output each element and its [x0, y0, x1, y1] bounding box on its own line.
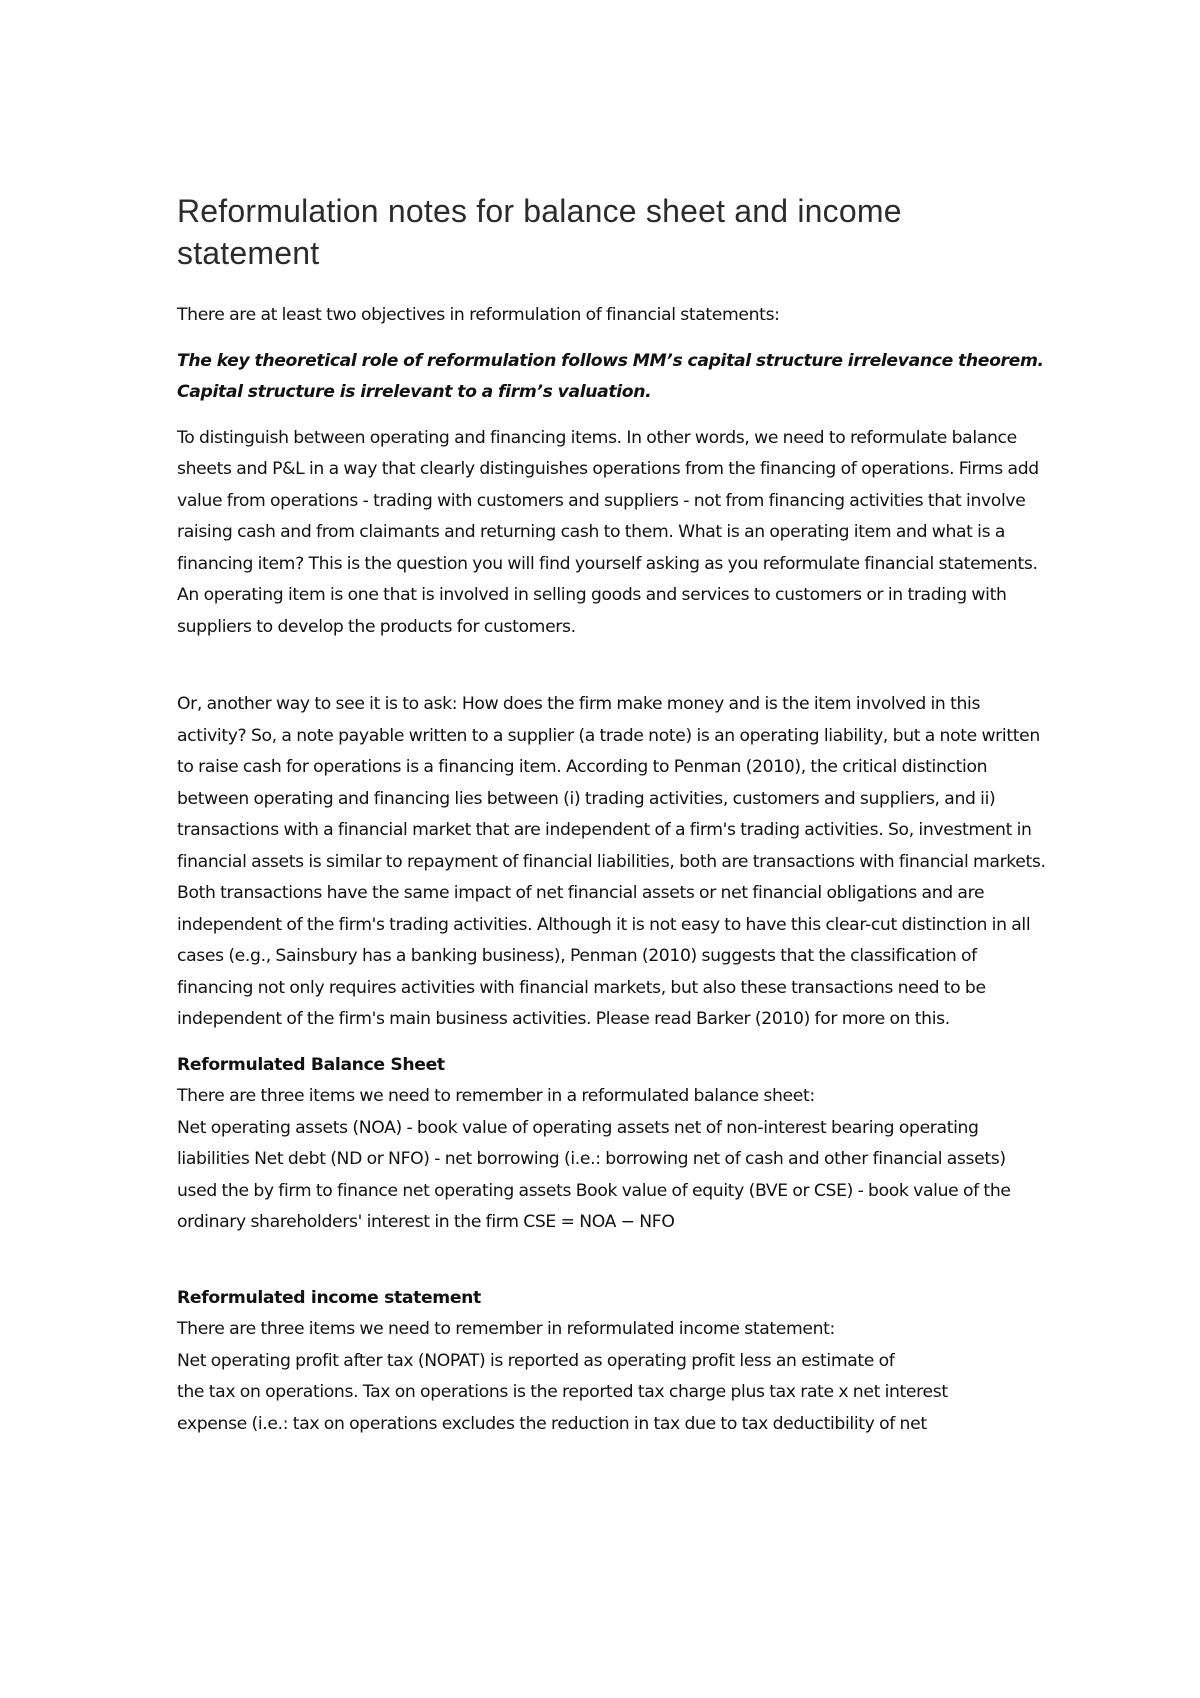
income-statement-heading: Reformulated income statement	[177, 1287, 481, 1308]
document-title: Reformulation notes for balance sheet and income statement	[177, 193, 902, 271]
document-page	[177, 190, 1047, 1440]
income-statement-line-2: the tax on operations. Tax on operations is the reported tax charge plus tax rate x net interest	[177, 1382, 948, 1402]
balance-sheet-heading: Reformulated Balance Sheet	[177, 1054, 445, 1075]
income-statement-line-1: Net operating profit after tax (NOPAT) is reported as operating profit less an estimate of	[177, 1350, 895, 1371]
balance-sheet-intro: There are three items we need to remember in a reformulated balance sheet:	[177, 1086, 815, 1106]
income-statement-intro: There are three items we need to remember in reformulated income statement:	[177, 1319, 835, 1339]
intro-paragraph: There are at least two objectives in reformulation of financial statements:	[177, 305, 780, 325]
emphasis-paragraph: The key theoretical role of reformulation follows MM’s capital structure irrelevance theorem. Capital structure is irrelevant to a firm’s valuation.	[177, 350, 1044, 402]
balance-sheet-body: Net operating assets (NOA) - book value of operating assets net of non-interest bearing operating liabilities Net debt (ND or NFO) - net borrowing (i.e.: borrowing net of cash and other financial assets) used the by firm to finance net operating assets Book value of equity (BVE or CSE) - book value of the ordinary shareholders' interest in the firm CSE = NOA − NFO	[177, 1117, 1011, 1232]
balance-sheet-section	[177, 1050, 1047, 1239]
income-statement-section	[177, 1283, 1047, 1441]
income-statement-line-3: expense (i.e.: tax on operations excludes the reduction in tax due to tax deductibility of net	[177, 1413, 927, 1434]
body-paragraph-1: To distinguish between operating and financing items. In other words, we need to reformulate balance sheets and P&L in a way that clearly distinguishes operations from the financing of operations. Firms add value from operations - trading with customers and suppliers - not from financing activities that involve raising cash and from claimants and returning cash to them. What is an operating item and what is a financing item? This is the question you will find yourself asking as you reformulate financial statements. An operating item is one that is involved in selling goods and services to customers or in trading with suppliers to develop the products for customers.	[177, 427, 1039, 637]
body-paragraph-2: Or, another way to see it is to ask: How does the firm make money and is the item involved in this activity? So, a note payable written to a supplier (a trade note) is an operating liability, but a note written to raise cash for operations is a financing item. According to Penman (2010), the critical distinction between operating and financing lies between (i) trading activities, customers and suppliers, and ii) transactions with a financial market that are independent of a firm's trading activities. So, investment in financial assets is similar to repayment of financial liabilities, both are transactions with financial markets. Both transactions have the same impact of net financial assets or net financial obligations and are independent of the firm's trading activities. Although it is not easy to have this clear-cut distinction in all cases (e.g., Sainsbury has a banking business), Penman (2010) suggests that the classification of financing not only requires activities with financial markets, but also these transactions need to be independent of the firm's main business activities. Please read Barker (2010) for more on this.	[177, 694, 1046, 1029]
